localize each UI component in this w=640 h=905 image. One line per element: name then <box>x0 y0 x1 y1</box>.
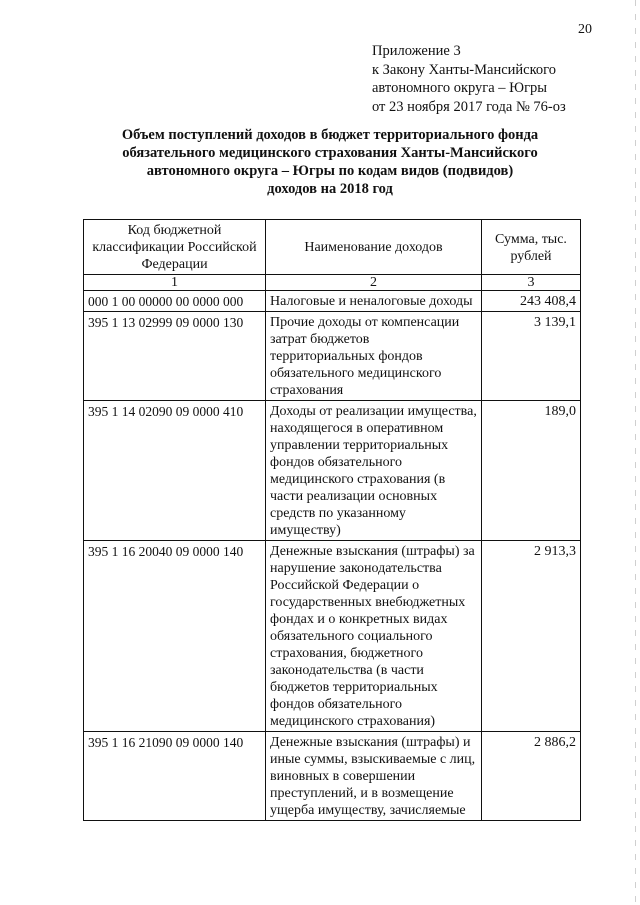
row-code: 395 1 13 02999 09 0000 130 <box>84 312 266 401</box>
table-header-row <box>84 220 581 275</box>
column-number: 2 <box>266 275 482 291</box>
column-number: 3 <box>482 275 581 291</box>
appendix-line: к Закону Ханты-Мансийского <box>372 61 557 78</box>
page-number: 20 <box>578 22 592 37</box>
row-name: Прочие доходы от компенсации затрат бюджетов территориальных фондов обязательного медицинского страхования <box>266 312 482 401</box>
revenue-table <box>83 219 581 821</box>
appendix-reference <box>372 42 566 116</box>
header-amount: Сумма, тыс. рублей <box>482 220 581 275</box>
row-amount: 3 139,1 <box>482 312 581 401</box>
title-line: автономного округа – Югры по кодам видов (подвидов) <box>146 163 514 179</box>
row-amount: 2 886,2 <box>482 732 581 821</box>
row-amount: 243 408,4 <box>482 291 581 312</box>
column-number-row <box>84 275 581 291</box>
table-row <box>84 312 581 401</box>
row-amount: 189,0 <box>482 401 581 541</box>
row-amount: 2 913,3 <box>482 541 581 732</box>
row-code: 000 1 00 00000 00 0000 000 <box>84 291 266 312</box>
header-name: Наименование доходов <box>266 220 482 275</box>
row-code: 395 1 14 02090 09 0000 410 <box>84 401 266 541</box>
table-row <box>84 401 581 541</box>
appendix-line: Приложение 3 <box>372 43 461 59</box>
title-line: Объем поступлений доходов в бюджет территориального фонда <box>121 127 539 143</box>
header-code: Код бюджетной классификации Российской Федерации <box>84 220 266 275</box>
appendix-line: автономного округа – Югры <box>372 80 548 96</box>
row-name: Денежные взыскания (штрафы) и иные суммы, взыскиваемые с лиц, виновных в совершении преступлений, и в возмещение ущерба имуществу, зачисляемые <box>266 732 482 821</box>
table-row <box>84 291 581 312</box>
row-name: Денежные взыскания (штрафы) за нарушение законодательства Российской Федерации о государственных внебюджетных фондах и о конкретных видах обязательного социального страхования, бюджетного законодательства (в части бюджетов территориальных фондов обязательного медицинского страхования) <box>266 541 482 732</box>
column-number: 1 <box>84 275 266 291</box>
row-code: 395 1 16 21090 09 0000 140 <box>84 732 266 821</box>
scan-edge-mark <box>635 0 636 905</box>
document-title <box>90 126 570 198</box>
row-name: Налоговые и неналоговые доходы <box>266 291 482 312</box>
title-line: обязательного медицинского страхования Ханты-Мансийского <box>122 145 538 161</box>
row-code: 395 1 16 20040 09 0000 140 <box>84 541 266 732</box>
title-line: доходов на 2018 год <box>267 181 393 197</box>
row-name: Доходы от реализации имущества, находящегося в оперативном управлении территориальных фондов обязательного медицинского страхования (в части реализации основных средств по указанному имуществу) <box>266 401 482 541</box>
appendix-line: от 23 ноября 2017 года № 76-оз <box>372 98 566 115</box>
table-row <box>84 541 581 732</box>
table-row <box>84 732 581 821</box>
